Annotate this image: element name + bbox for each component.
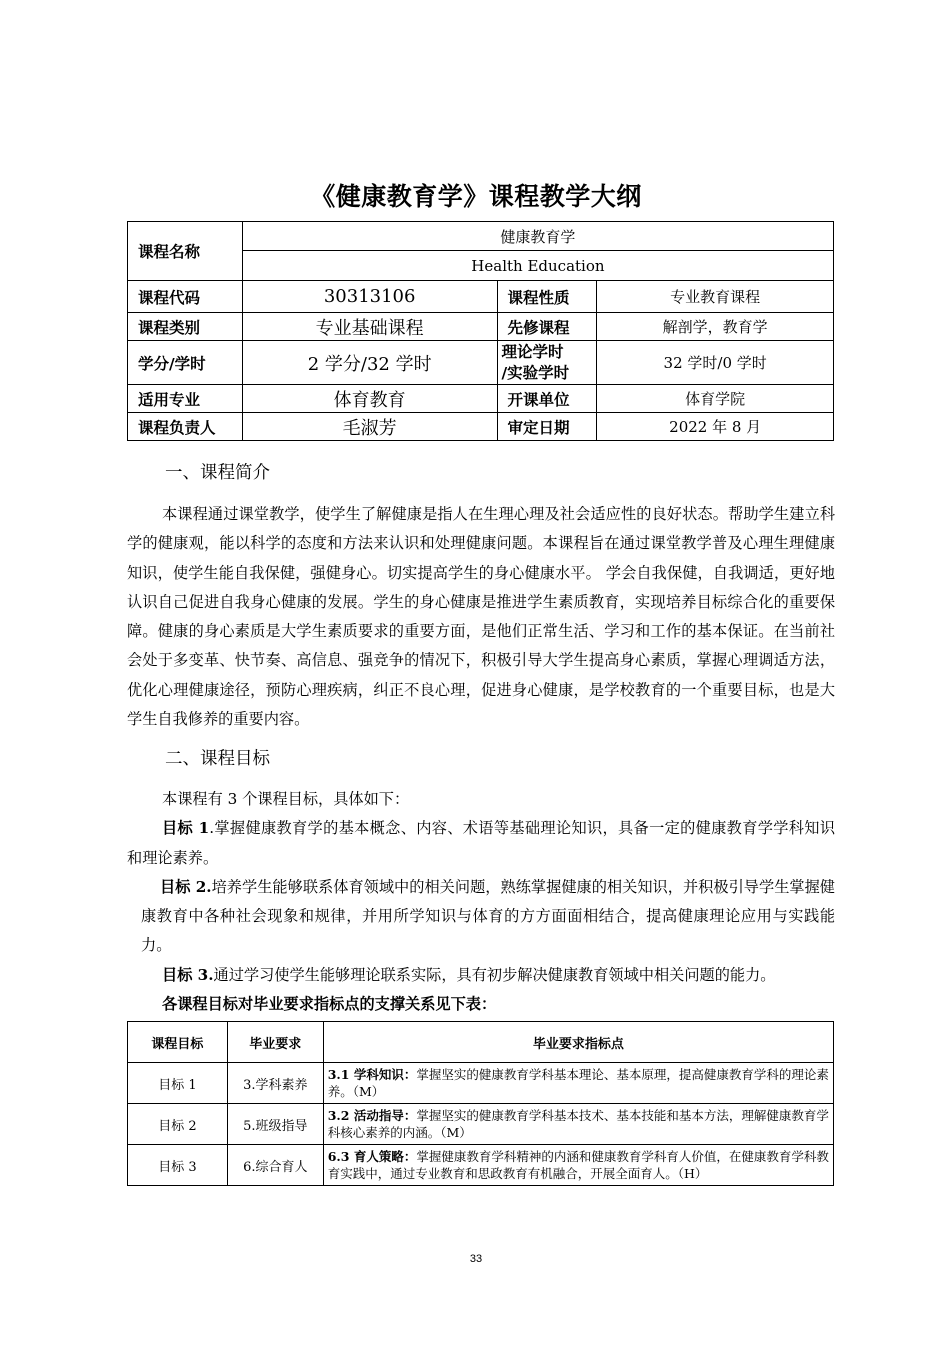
course-info-table	[127, 221, 834, 441]
row-goal: 目标 1	[128, 1063, 228, 1104]
header-indicator: 毕业要求指标点	[323, 1022, 833, 1063]
row-indicator-text: 掌握坚实的健康教育学科基本理论、基本原理，提高健康教育学科的理论素养。（M）	[327, 1067, 829, 1099]
course-name-en: Health Education	[242, 251, 833, 281]
course-name-label: 课程名称	[128, 222, 243, 281]
major-label: 适用专业	[128, 385, 243, 413]
goal-2-label: 目标 2.	[160, 877, 212, 896]
row-indicator-title: 3.1 学科知识：	[327, 1067, 417, 1082]
prerequisite-label: 先修课程	[497, 313, 597, 341]
row-indicator-title: 6.3 育人策略：	[327, 1149, 417, 1164]
table-row	[128, 1145, 834, 1186]
course-nature-value: 专业教育课程	[597, 281, 834, 313]
section2-heading: 二、课程目标	[165, 749, 270, 769]
row-requirement: 3.学科素养	[227, 1063, 323, 1104]
goal-1-text: .掌握健康教育学的基本概念、内容、术语等基础理论知识，具备一定的健康教育学学科知识和理论素养。	[127, 819, 836, 867]
goal-2	[127, 873, 835, 961]
section2-body	[127, 785, 835, 1019]
section1-heading: 一、课程简介	[165, 463, 270, 483]
row-indicator	[323, 1145, 833, 1186]
goal-2-text: 培养学生能够联系体育领域中的相关问题，熟练掌握健康的相关知识，并积极引导学生掌握健康教育中各种社会现象和规律，并用所学知识与体育的方方面面相结合，提高健康理论应用与实践能力。	[141, 877, 835, 955]
course-intro-paragraph: 本课程通过课堂教学，使学生了解健康是指人在生理心理及社会适应性的良好状态。帮助学生建立科学的健康观，能以科学的态度和方法来认识和处理健康问题。本课程旨在通过课堂教学普及心理生理健康知识，使学生能自我保健，强健身心。切实提高学生的身心健康水平。 学会自我保健，自我调适，更好地认识自己促进自我身心健康的发展。学生的身心健康是推进学生素质教育，实现培养目标综合化的重要保障。健康的身心素质是大学生素质要求的重要方面，是他们正常生活、学习和工作的基本保证。在当前社会处于多变革、快节奏、高信息、强竞争的情况下，积极引导大学生提高身心素质，掌握心理调适方法，优化心理健康途径，预防心理疾病，纠正不良心理，促进身心健康，是学校教育的一个重要目标，也是大学生自我修养的重要内容。	[127, 505, 835, 729]
header-requirement: 毕业要求	[227, 1022, 323, 1063]
table-caption	[127, 990, 835, 1019]
major-value: 体育教育	[242, 385, 497, 413]
row-goal: 目标 2	[128, 1104, 228, 1145]
course-category-value: 专业基础课程	[242, 313, 497, 341]
goal-mapping-table	[127, 1021, 834, 1186]
credits-value: 2 学分/32 学时	[242, 341, 497, 385]
row-requirement: 5.班级指导	[227, 1104, 323, 1145]
row-indicator-text: 掌握坚实的健康教育学科基本技术、基本技能和基本方法，理解健康教育学科核心素养的内涵。（M）	[327, 1108, 829, 1140]
page-title: 《健康教育学》课程教学大纲	[310, 182, 642, 211]
hours-label	[497, 341, 597, 385]
instructor-label: 课程负责人	[128, 413, 243, 441]
hours-label-line1: 理论学时	[501, 342, 564, 361]
row-indicator	[323, 1104, 833, 1145]
approval-date-label: 审定日期	[497, 413, 597, 441]
row-indicator-title: 3.2 活动指导：	[327, 1108, 417, 1123]
course-category-label: 课程类别	[128, 313, 243, 341]
section1-body	[127, 500, 835, 734]
table-caption-text: 各课程目标对毕业要求指标点的支撑关系见下表：	[162, 995, 497, 1014]
goal-1	[127, 814, 835, 873]
page-number: 33	[469, 1253, 483, 1265]
row-goal: 目标 3	[128, 1145, 228, 1186]
goal-3-text: 通过学习使学生能够理论联系实际，具有初步解决健康教育领域中相关问题的能力。	[213, 965, 776, 984]
row-indicator-text: 掌握健康教育学科精神的内涵和健康教育学科育人价值，在健康教育学科教育实践中，通过专业教育和思政教育有机融合，开展全面育人。（H）	[327, 1149, 829, 1181]
course-name-cn: 健康教育学	[242, 222, 833, 251]
department-label: 开课单位	[497, 385, 597, 413]
goal-3-label: 目标 3.	[162, 965, 214, 984]
row-indicator	[323, 1063, 833, 1104]
course-code-value: 30313106	[242, 281, 497, 313]
course-nature-label: 课程性质	[497, 281, 597, 313]
prerequisite-value: 解剖学，教育学	[597, 313, 834, 341]
row-requirement: 6.综合育人	[227, 1145, 323, 1186]
table-row	[128, 1104, 834, 1145]
header-goal: 课程目标	[128, 1022, 228, 1063]
approval-date-value: 2022 年 8 月	[597, 413, 834, 441]
goal-3	[127, 961, 835, 990]
hours-value: 32 学时/0 学时	[597, 341, 834, 385]
department-value: 体育学院	[597, 385, 834, 413]
hours-label-line2: /实验学时	[501, 363, 570, 382]
goals-intro: 本课程有 3 个课程目标，具体如下：	[162, 790, 410, 808]
table-row	[128, 1063, 834, 1104]
goal-1-label: 目标 1	[162, 819, 210, 838]
course-code-label: 课程代码	[128, 281, 243, 313]
instructor-value: 毛淑芳	[242, 413, 497, 441]
credits-label: 学分/学时	[128, 341, 243, 385]
